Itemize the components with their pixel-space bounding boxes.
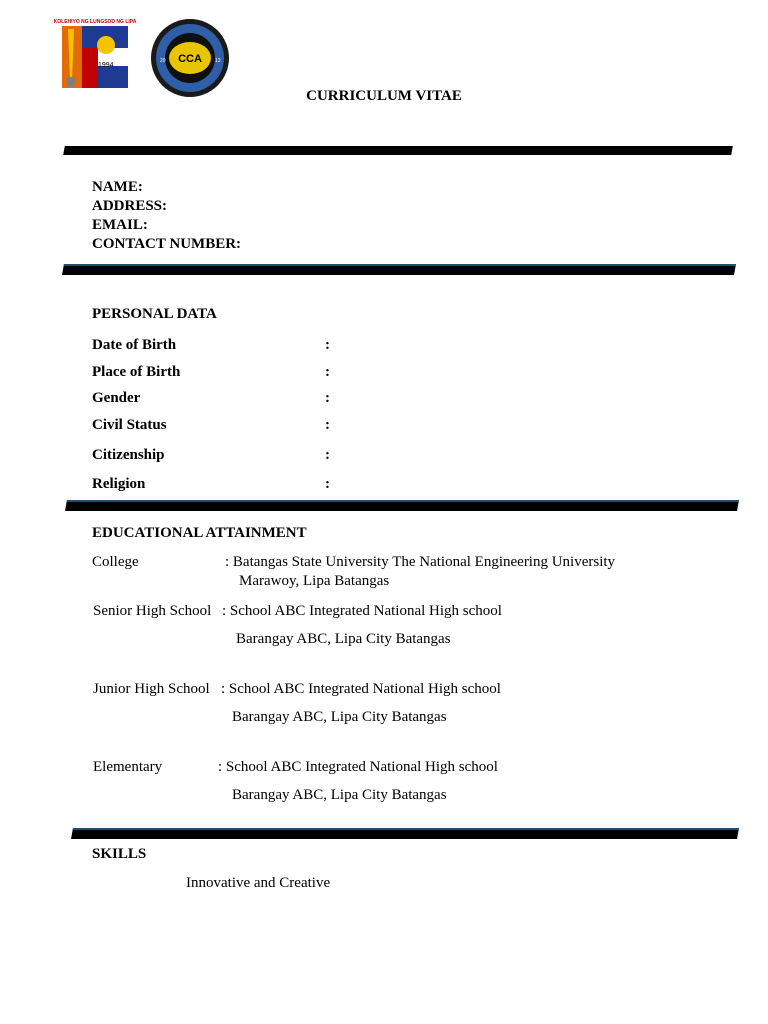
svg-text:13: 13 [215,58,221,64]
education-level: Junior High School [93,681,210,697]
education-level: Senior High School [93,603,212,619]
education-school: : School ABC Integrated National High school [218,759,498,775]
skills-heading: SKILLS [92,846,147,862]
education-school: : School ABC Integrated National High school [221,681,501,697]
education-address: Barangay ABC, Lipa City Batangas [232,787,447,803]
field-label: Citizenship [92,447,165,463]
field-separator: : [325,447,330,463]
education-level: Elementary [93,759,163,775]
page-title: CURRICULUM VITAE [306,88,462,104]
svg-text:CCA: CCA [178,53,202,65]
divider-bar [65,500,739,511]
field-separator: : [325,417,330,433]
field-separator: : [325,364,330,380]
education-address: Barangay ABC, Lipa City Batangas [236,631,451,647]
field-label: Date of Birth [92,337,177,353]
education-address: Marawoy, Lipa Batangas [239,573,390,589]
cca-logo [148,18,232,98]
education-school: : Batangas State University The National Engineering University [225,554,616,570]
education-address: Barangay ABC, Lipa City Batangas [232,709,447,725]
college-logo [53,17,137,88]
education-level: College [92,554,139,570]
field-label: Gender [92,390,141,406]
divider-bar [63,146,733,155]
field-separator: : [325,476,330,492]
field-label: Place of Birth [92,364,181,380]
address-label: ADDRESS: [92,198,168,214]
field-label: Religion [92,476,146,492]
svg-text:20: 20 [160,58,166,64]
svg-text:KOLEHIYO NG LUNGSOD NG LIPA: KOLEHIYO NG LUNGSOD NG LIPA [53,19,137,25]
field-label: Civil Status [92,417,167,433]
field-separator: : [325,337,330,353]
personal-data-heading: PERSONAL DATA [92,306,217,322]
contact-number-label: CONTACT NUMBER: [92,236,242,252]
field-separator: : [325,390,330,406]
name-label: NAME: [92,179,143,195]
divider-bar [71,828,739,839]
email-label: EMAIL: [92,217,148,233]
skill-item: Innovative and Creative [186,875,331,891]
education-heading: EDUCATIONAL ATTAINMENT [92,525,307,541]
svg-text:1994: 1994 [98,62,114,69]
education-school: : School ABC Integrated National High school [222,603,502,619]
divider-bar [62,264,736,275]
